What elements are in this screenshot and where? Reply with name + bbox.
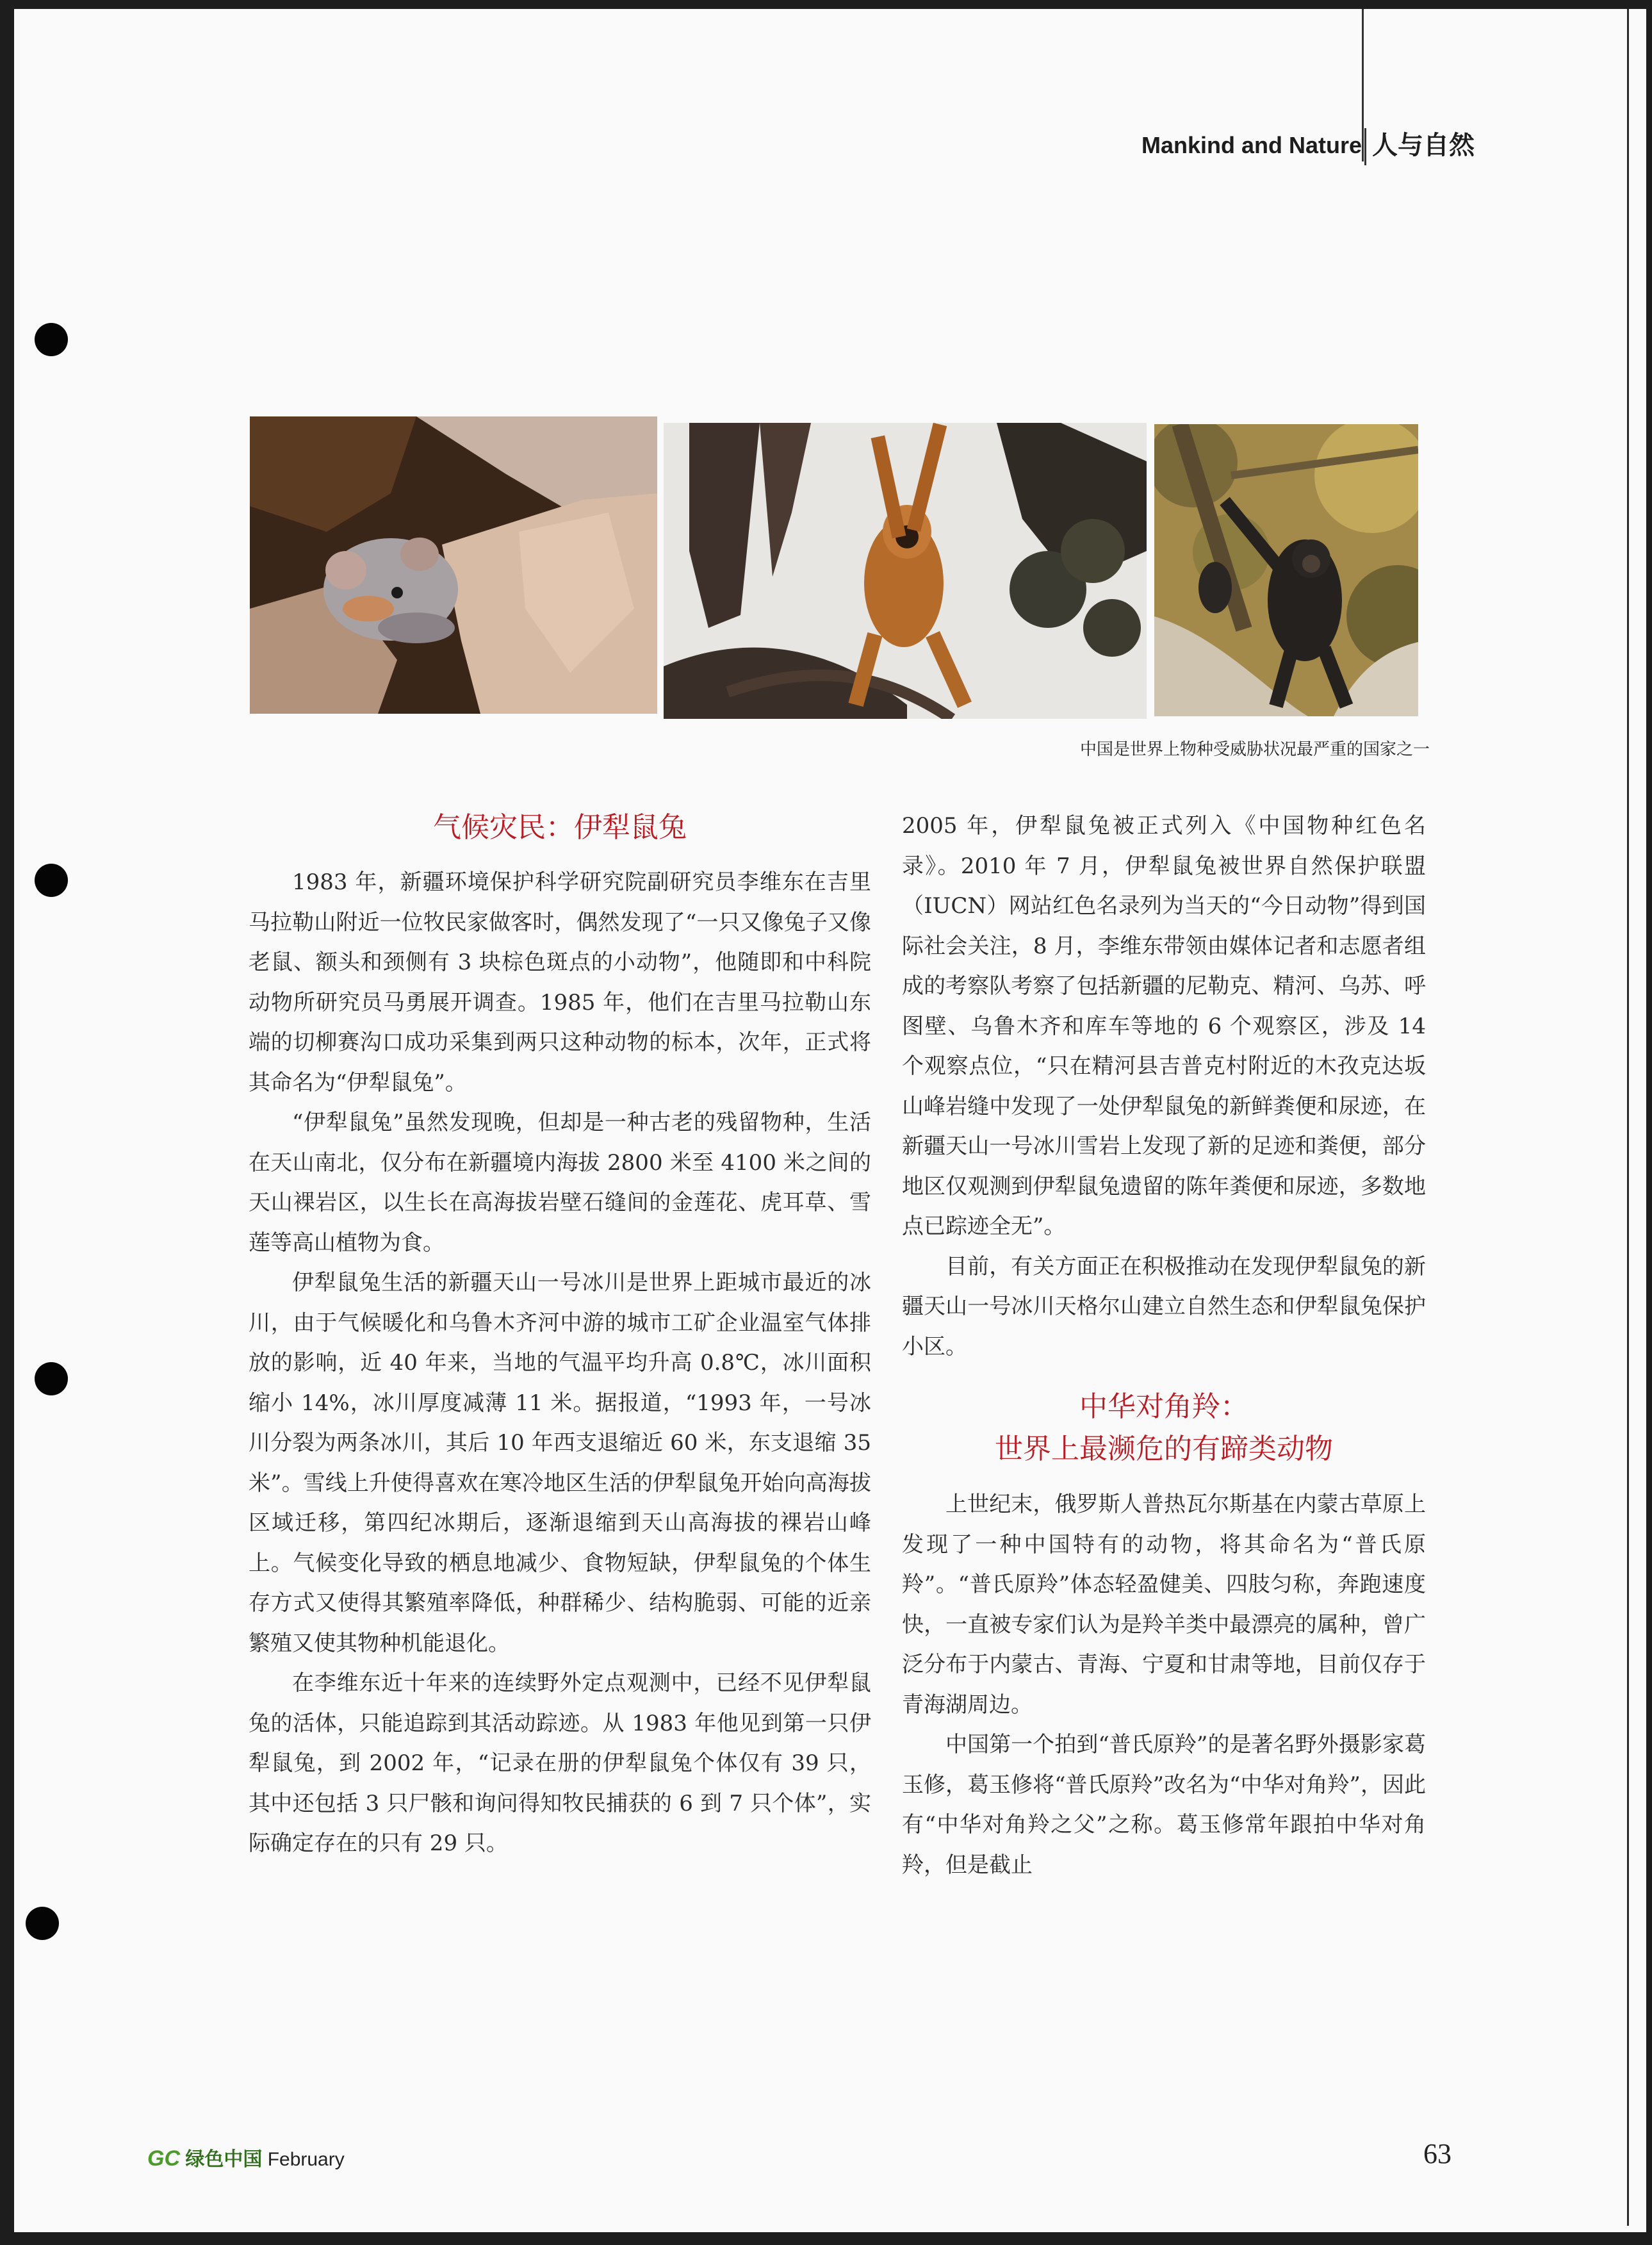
footer-magazine-name: 绿色中国 — [185, 2148, 263, 2171]
page-number: 63 — [1423, 2138, 1452, 2169]
section2-paragraph-1: 上世纪末，俄罗斯人普热瓦尔斯基在内蒙古草原上发现了一种中国特有的动物，将其命名为“普氏原羚”。“普氏原羚”体态轻盈健美、四肢匀称，奔跑速度快，一直被专家们认为是羚羊类中最漂亮的属种，曾广泛分布于内蒙古、青海、宁夏和甘肃等地，目前仅存于青海湖周边。 — [902, 1492, 1426, 1718]
ili-pika-photo — [250, 416, 657, 714]
binder-hole — [35, 1362, 68, 1395]
section1-continuation-2: 目前，有关方面正在积极推动在发现伊犁鼠兔的新疆天山一号冰川天格尔山建立自然生态和伊犁鼠兔保护小区。 — [902, 1253, 1426, 1360]
section1-continuation-1: 2005 年，伊犁鼠兔被正式列入《中国物种红色名录》。2010 年 7 月，伊犁鼠兔被世界自然保护联盟（IUCN）网站红色名录列为当天的“今日动物”得到国际社会关注，8 月，李维东带领由媒体记者和志愿者组成的考察队考察了包括新疆的尼勒克、精河、乌苏、呼图壁、乌鲁木齐和库车等地的 6 个观察区，涉及 14 个观察点位，“只在精河县吉普克村附近的木孜克达坂山峰岩缝中发现了一处伊犁鼠兔的新鲜粪便和尿迹，在新疆天山一号冰川雪岩上发现了新的足迹和粪便，部分地区仅观测到伊犁鼠兔遗留的陈年粪便和尿迹，多数地点已踪迹全无”。 — [902, 813, 1426, 1239]
binder-hole — [35, 323, 68, 356]
footer-month: February — [267, 2149, 345, 2170]
section1-paragraph-4: 在李维东近十年来的连续野外定点观测中，已经不见伊犁鼠兔的活体，只能追踪到其活动踪迹。从 1983 年他见到第一只伊犁鼠兔，到 2002 年，“记录在册的伊犁鼠兔个体仅有 39 只，其中还包括 3 只尸骸和询问得知牧民捕获的 6 到 7 只个体”，实际确定存在的只有 29 只。 — [249, 1670, 871, 1856]
gc-logo: GC — [147, 2146, 180, 2171]
header-english-title: Mankind and Nature — [1141, 132, 1362, 158]
section2-title-line2: 世界上最濒危的有蹄类动物 — [995, 1433, 1333, 1465]
binder-hole — [26, 1907, 59, 1940]
binder-hole — [35, 864, 68, 897]
magazine-page — [14, 9, 1646, 2232]
header-divider — [1364, 128, 1366, 165]
section2-title — [902, 1386, 1426, 1470]
section1-paragraph-1: 1983 年，新疆环境保护科学研究院副研究员李维东在吉里马拉勒山附近一位牧民家做客时，偶然发现了“一只又像兔子又像老鼠、额头和颈侧有 3 块棕色斑点的小动物”，他随即和中科院动物所研究员马勇展开调查。1985 年，他们在吉里马拉勒山东端的切柳赛沟口成功采集到两只这种动物的标本，次年，正式将其命名为“伊犁鼠兔”。 — [249, 869, 871, 1096]
page-edge-line — [1627, 9, 1629, 2226]
section1-paragraph-3: 伊犁鼠兔生活的新疆天山一号冰川是世界上距城市最近的冰川，由于气候暖化和乌鲁木齐河中游的城市工矿企业温室气体排放的影响，近 40 年来，当地的气温平均升高 0.8℃，冰川面积缩小 14%，冰川厚度减薄 11 米。据报道，“1993 年，一号冰川分裂为两条冰川，其后 10 年西支退缩近 60 米，东支退缩 35 米”。雪线上升使得喜欢在寒冷地区生活的伊犁鼠兔开始向高海拔区域迁移，第四纪冰期后，逐渐退缩到天山高海拔的裸岩山峰上。气候变化导致的栖息地减少、食物短缺，伊犁鼠兔的个体生存方式又使得其繁殖率降低，种群稀少、结构脆弱、可能的近亲繁殖又使其物种机能退化。 — [249, 1270, 871, 1656]
section2-title-line1: 中华对角羚： — [1079, 1390, 1248, 1423]
left-column — [249, 801, 871, 1864]
section1-title: 气候灾民：伊犁鼠兔 — [433, 811, 687, 844]
section2-paragraph-2: 中国第一个拍到“普氏原羚”的是著名野外摄影家葛玉修，葛玉修将“普氏原羚”改名为“中华对角羚”，因此有“中华对角羚之父”之称。葛玉修常年跟拍中华对角羚，但是截止 — [902, 1732, 1426, 1878]
header-chinese-title: 人与自然 — [1372, 131, 1475, 160]
right-column — [902, 806, 1426, 1885]
golden-gibbon-photo — [664, 423, 1147, 719]
header-vertical-rule — [1362, 9, 1364, 161]
footer-brand — [147, 2142, 404, 2175]
photo-caption: 中国是世界上物种受威胁状况最严重的国家之一 — [1079, 740, 1430, 759]
section1-paragraph-2: “伊犁鼠兔”虽然发现晚，但却是一种古老的残留物种，生活在天山南北，仅分布在新疆境内海拔 2800 米至 4100 米之间的天山裸岩区，以生长在高海拔岩壁石缝间的金莲花、虎耳草、雪莲等高山植物为食。 — [249, 1110, 871, 1256]
black-gibbon-photo — [1154, 424, 1418, 716]
